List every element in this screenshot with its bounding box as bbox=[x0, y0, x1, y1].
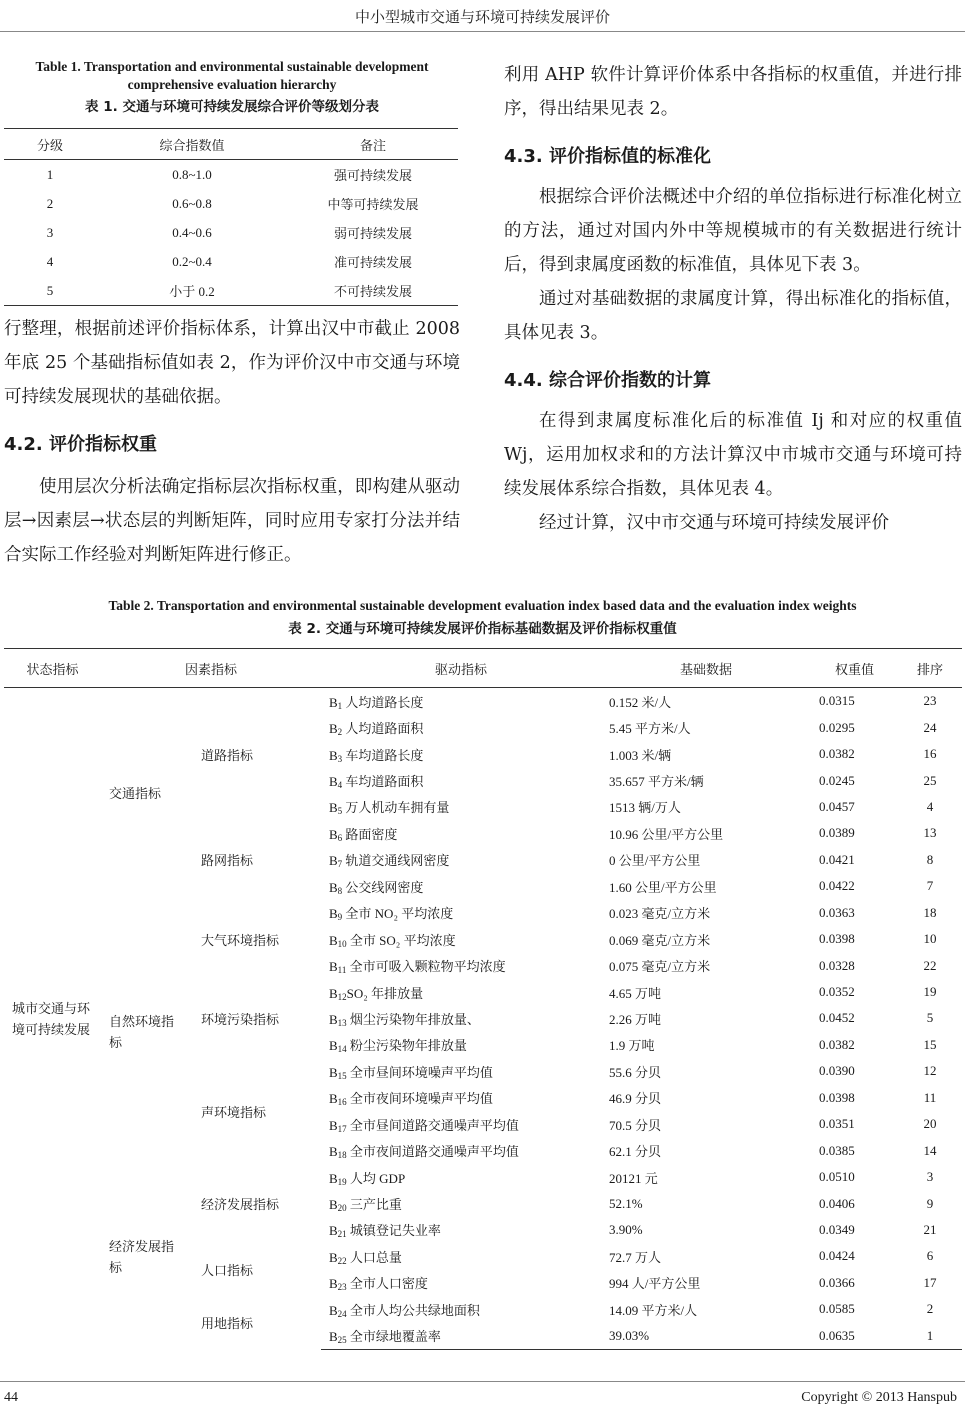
group-cell: 经济发展指标 bbox=[109, 1238, 175, 1275]
right-column bbox=[504, 58, 962, 540]
factor-cell: 人口指标 bbox=[201, 1263, 254, 1279]
data-cell: 1513 辆/万人 bbox=[609, 800, 681, 816]
weight-cell: 0.0351 bbox=[819, 1116, 855, 1132]
section-heading-4-2: 4.2. 评价指标权重 bbox=[4, 434, 157, 455]
data-cell: 55.6 分贝 bbox=[609, 1064, 662, 1080]
table-cell: 弱可持续发展 bbox=[333, 226, 412, 241]
weight-cell: 0.0245 bbox=[819, 772, 855, 788]
data-cell: 1.60 公里/平方公里 bbox=[609, 879, 717, 895]
rank-cell: 18 bbox=[923, 904, 937, 920]
table-cell: 0.2~0.4 bbox=[172, 253, 212, 269]
table2-caption-en: Table 2. Transportation and environmental sustainable development evaluation index based data and the evaluation index weights bbox=[108, 598, 857, 613]
data-cell: 0 公里/平方公里 bbox=[609, 853, 701, 869]
weight-cell: 0.0452 bbox=[819, 1010, 855, 1026]
table-row bbox=[4, 276, 458, 306]
driver-cell: $B_{13}$ 烟尘污染物年排放量、 bbox=[329, 1011, 480, 1028]
data-cell: 0.152 米/人 bbox=[609, 694, 672, 710]
rank-cell: 14 bbox=[923, 1142, 937, 1158]
weight-cell: 0.0424 bbox=[819, 1248, 855, 1264]
driver-cell: $B_{25}$ 全市绿地覆盖率 bbox=[321, 1323, 601, 1350]
rank-cell: 22 bbox=[923, 957, 937, 973]
body-paragraph: 在得到隶属度标准化后的标准值 Ij 和对应的权重值 Wj，运用加权求和的方法计算汉中市城市交通与环境可持续发展体系综合指数，具体见表 4。 bbox=[504, 411, 962, 499]
rank-cell: 13 bbox=[923, 825, 937, 841]
driver-cell: $B_{14}$ 粉尘污染物年排放量 bbox=[329, 1038, 467, 1055]
left-column bbox=[4, 312, 460, 572]
driver-cell: $B_{22}$ 人口总量 bbox=[329, 1249, 402, 1266]
weight-cell: 0.0390 bbox=[819, 1063, 855, 1079]
driver-cell: $B_{10}$ 全市 SO₂ 平均浓度 bbox=[329, 932, 456, 949]
body-paragraph: 通过对基础数据的隶属度计算，得出标准化的指标值，具体见表 3。 bbox=[504, 289, 962, 343]
table-cell: 不可持续发展 bbox=[288, 276, 458, 306]
data-cell: 10.96 公里/平方公里 bbox=[609, 826, 724, 842]
table-row bbox=[4, 189, 458, 218]
body-paragraph: 行整理，根据前述评价指标体系，计算出汉中市截止 2008 年底 25 个基础指标值如表 2，作为评价汉中市交通与环境可持续发展现状的基础依据。 bbox=[4, 319, 460, 407]
rank-cell: 24 bbox=[923, 719, 937, 735]
table-cell: 强可持续发展 bbox=[333, 168, 412, 183]
driver-cell: $B_{21}$ 城镇登记失业率 bbox=[329, 1223, 441, 1240]
weight-cell: 0.0382 bbox=[819, 1036, 855, 1052]
weight-cell: 0.0366 bbox=[819, 1274, 855, 1290]
rank-cell: 15 bbox=[923, 1036, 937, 1052]
weight-cell: 0.0422 bbox=[819, 878, 855, 894]
weight-cell: 0.0510 bbox=[819, 1169, 855, 1185]
factor-cell: 环境污染指标 bbox=[201, 1011, 280, 1027]
body-paragraph: 根据综合评价法概述中介绍的单位指标进行标准化树立的方法，通过对国内外中等规模城市的有关数据进行统计后，得到隶属度函数的标准值，具体见下表 3。 bbox=[504, 187, 962, 275]
table-cell: 0.8~1.0 bbox=[172, 166, 212, 182]
body-paragraph: 经过计算，汉中市交通与环境可持续发展评价 bbox=[539, 513, 889, 533]
driver-cell: $B_9$ 全市 NO₂ 平均浓度 bbox=[329, 906, 454, 923]
weight-cell: 0.0635 bbox=[811, 1323, 898, 1350]
rank-cell: 16 bbox=[923, 746, 937, 762]
data-cell: 70.5 分贝 bbox=[609, 1117, 662, 1133]
weight-cell: 0.0421 bbox=[819, 851, 855, 867]
table1-header-row bbox=[4, 129, 458, 160]
weight-cell: 0.0328 bbox=[819, 957, 855, 973]
table-cell: 小于 0.2 bbox=[96, 276, 288, 306]
driver-cell: $B_{19}$ 人均 GDP bbox=[329, 1170, 406, 1187]
table2-header-row bbox=[4, 649, 962, 688]
driver-cell: $B_{18}$ 全市夜间道路交通噪声平均值 bbox=[329, 1144, 519, 1161]
weight-cell: 0.0398 bbox=[819, 931, 855, 947]
rank-cell: 8 bbox=[926, 851, 934, 867]
table1 bbox=[4, 128, 458, 306]
weight-cell: 0.0352 bbox=[819, 984, 855, 1000]
data-cell: 5.45 平方米/人 bbox=[609, 721, 691, 737]
table2-header-cell: 基础数据 bbox=[601, 649, 811, 688]
rank-cell: 12 bbox=[923, 1063, 937, 1079]
weight-cell: 0.0382 bbox=[819, 746, 855, 762]
table-cell: 3 bbox=[46, 224, 54, 240]
rank-cell: 9 bbox=[926, 1195, 934, 1211]
driver-cell: $B_6$ 路面密度 bbox=[329, 826, 398, 843]
driver-cell: $B_4$ 车均道路面积 bbox=[329, 774, 424, 791]
driver-cell: $B_{20}$ 三产比重 bbox=[329, 1197, 402, 1214]
rank-cell: 5 bbox=[926, 1010, 934, 1026]
weight-cell: 0.0389 bbox=[819, 825, 855, 841]
table-cell: 5 bbox=[4, 276, 96, 306]
factor-cell: 用地指标 bbox=[201, 1316, 254, 1332]
driver-cell: $B_{15}$ 全市昼间环境噪声平均值 bbox=[329, 1064, 493, 1081]
rank-cell: 19 bbox=[923, 984, 937, 1000]
data-cell: 46.9 分贝 bbox=[609, 1091, 662, 1107]
data-cell: 20121 元 bbox=[609, 1170, 658, 1186]
table-cell: 准可持续发展 bbox=[333, 255, 412, 270]
driver-cell: $B_{24}$ 全市人均公共绿地面积 bbox=[329, 1302, 480, 1319]
rank-cell: 21 bbox=[923, 1221, 937, 1237]
rank-cell: 4 bbox=[926, 798, 934, 814]
weight-cell: 0.0585 bbox=[819, 1301, 855, 1317]
table1-caption-en: Table 1. Transportation and environmental sustainable development comprehensive evaluation hierarchy bbox=[35, 59, 429, 92]
weight-cell: 0.0398 bbox=[819, 1089, 855, 1105]
rank-cell: 23 bbox=[923, 693, 937, 709]
table-row bbox=[4, 160, 458, 190]
body-paragraph: 利用 AHP 软件计算评价体系中各指标的权重值，并进行排序，得出结果见表 2。 bbox=[504, 65, 962, 119]
data-cell: 0.069 毫克/立方米 bbox=[609, 932, 711, 948]
rank-cell: 7 bbox=[926, 878, 934, 894]
driver-cell: $B_1$ 人均道路长度 bbox=[329, 694, 424, 711]
factor-cell: 大气环境指标 bbox=[201, 932, 280, 948]
table2-caption-zh: 表 2. 交通与环境可持续发展评价指标基础数据及评价指标权重值 bbox=[288, 621, 677, 637]
factor-cell: 道路指标 bbox=[201, 747, 254, 763]
data-cell: 14.09 平方米/人 bbox=[609, 1302, 698, 1318]
table2-header-cell: 因素指标 bbox=[101, 649, 321, 688]
weight-cell: 0.0457 bbox=[819, 798, 855, 814]
factor-cell: 经济发展指标 bbox=[201, 1197, 280, 1213]
table2-header-cell: 驱动指标 bbox=[321, 649, 601, 688]
table1-header-cell: 分级 bbox=[4, 129, 96, 160]
weight-cell: 0.0349 bbox=[819, 1221, 855, 1237]
table2-header-cell: 权重值 bbox=[811, 649, 898, 688]
running-title: 中小型城市交通与环境可持续发展评价 bbox=[354, 8, 610, 26]
data-cell: 0.023 毫克/立方米 bbox=[609, 906, 711, 922]
table-cell: 0.4~0.6 bbox=[172, 224, 212, 240]
weight-cell: 0.0406 bbox=[819, 1195, 855, 1211]
driver-cell: $B_{16}$ 全市夜间环境噪声平均值 bbox=[329, 1091, 493, 1108]
data-cell: 62.1 分贝 bbox=[609, 1144, 662, 1160]
rank-cell: 3 bbox=[926, 1169, 934, 1185]
body-paragraph: 使用层次分析法确定指标层次指标权重，即构建从驱动层→因素层→状态层的判断矩阵，同时应用专家打分法并结合实际工作经验对判断矩阵进行修正。 bbox=[4, 477, 460, 565]
weight-cell: 0.0363 bbox=[819, 904, 855, 920]
weight-cell: 0.0315 bbox=[819, 693, 855, 709]
driver-cell: $B_{17}$ 全市昼间道路交通噪声平均值 bbox=[329, 1117, 519, 1134]
group-cell: 自然环境指标 bbox=[109, 1013, 175, 1050]
table-cell: 中等可持续发展 bbox=[327, 197, 419, 212]
table1-header-cell: 综合指数值 bbox=[96, 129, 288, 160]
driver-cell: $B_7$ 轨道交通线网密度 bbox=[329, 853, 450, 870]
group-cell: 交通指标 bbox=[109, 786, 162, 802]
rank-cell: 25 bbox=[923, 772, 937, 788]
page-number: 44 bbox=[4, 1390, 18, 1405]
data-cell: 994 人/平方公里 bbox=[609, 1276, 701, 1292]
table-row bbox=[4, 218, 458, 247]
table-cell: 1 bbox=[46, 166, 54, 182]
table1-caption-zh: 表 1. 交通与环境可持续发展综合评价等级划分表 bbox=[85, 99, 379, 115]
footer-rule bbox=[0, 1381, 965, 1382]
data-cell: 35.657 平方米/辆 bbox=[609, 774, 704, 790]
section-heading-4-4: 4.4. 综合评价指数的计算 bbox=[504, 370, 711, 391]
copyright-notice: Copyright © 2013 Hanspub bbox=[801, 1390, 957, 1405]
table1-header-cell: 备注 bbox=[288, 129, 458, 160]
table-row bbox=[4, 688, 962, 715]
header-rule bbox=[0, 31, 965, 32]
rank-cell: 10 bbox=[923, 931, 937, 947]
data-cell: 52.1% bbox=[609, 1195, 643, 1211]
driver-cell: $B_{12}SO_2$ 年排放量 bbox=[329, 985, 424, 1002]
data-cell: 4.65 万吨 bbox=[609, 985, 662, 1001]
data-cell: 1.9 万吨 bbox=[609, 1038, 655, 1054]
data-cell: 39.03% bbox=[601, 1323, 811, 1350]
driver-cell: $B_3$ 车均道路长度 bbox=[329, 747, 424, 764]
table-row bbox=[4, 900, 962, 926]
table-row bbox=[4, 1164, 962, 1190]
table2 bbox=[4, 648, 962, 1350]
driver-cell: $B_5$ 万人机动车拥有量 bbox=[329, 800, 450, 817]
table2-header-cell: 状态指标 bbox=[4, 649, 101, 688]
table2-header-cell: 排序 bbox=[898, 649, 962, 688]
driver-cell: $B_2$ 人均道路面积 bbox=[329, 721, 424, 738]
rank-cell: 17 bbox=[923, 1274, 937, 1290]
weight-cell: 0.0385 bbox=[819, 1142, 855, 1158]
rank-cell: 6 bbox=[926, 1248, 934, 1264]
rank-cell: 11 bbox=[923, 1089, 937, 1105]
data-cell: 0.075 毫克/立方米 bbox=[609, 959, 711, 975]
table-cell: 2 bbox=[46, 195, 54, 211]
data-cell: 72.7 万人 bbox=[609, 1249, 662, 1265]
driver-cell: $B_{23}$ 全市人口密度 bbox=[329, 1276, 428, 1293]
data-cell: 2.26 万吨 bbox=[609, 1011, 662, 1027]
data-cell: 1.003 米/辆 bbox=[609, 747, 672, 763]
table-cell: 0.6~0.8 bbox=[172, 195, 212, 211]
rank-cell: 1 bbox=[898, 1323, 962, 1350]
data-cell: 3.90% bbox=[609, 1221, 643, 1237]
table-row bbox=[4, 247, 458, 276]
driver-cell: $B_8$ 公交线网密度 bbox=[329, 879, 424, 896]
factor-cell: 声环境指标 bbox=[201, 1104, 267, 1120]
rank-cell: 20 bbox=[923, 1116, 937, 1132]
weight-cell: 0.0295 bbox=[819, 719, 855, 735]
table-cell: 4 bbox=[46, 253, 54, 269]
rank-cell: 2 bbox=[926, 1301, 934, 1317]
factor-cell: 路网指标 bbox=[201, 853, 254, 869]
driver-cell: $B_{11}$ 全市可吸入颗粒物平均浓度 bbox=[329, 959, 506, 976]
section-heading-4-3: 4.3. 评价指标值的标准化 bbox=[504, 146, 711, 167]
state-indicator-cell: 城市交通与环境可持续发展 bbox=[12, 1000, 91, 1037]
